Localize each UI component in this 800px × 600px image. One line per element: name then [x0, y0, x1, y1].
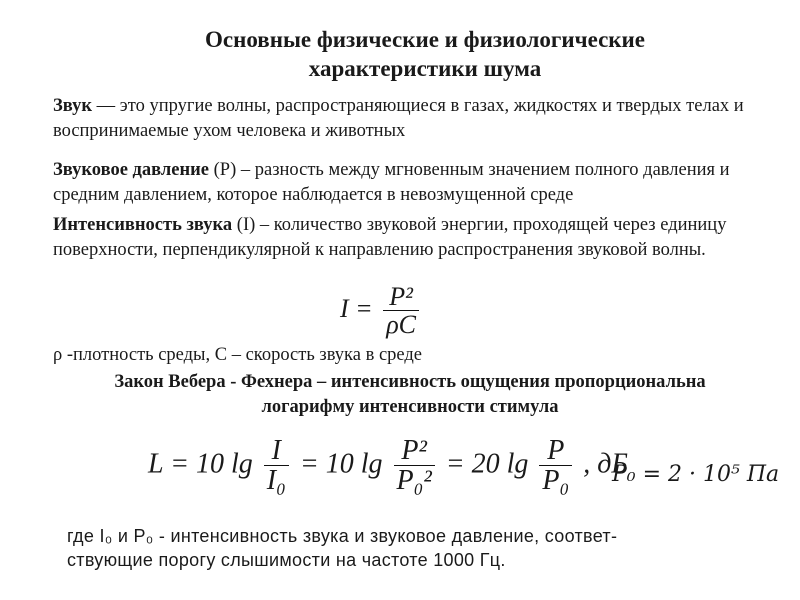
- sound-level-formula: [148, 436, 628, 496]
- pressure-definition-text: (Р) – разность между мгновенным значением полного давления и средним давлением, которое наблюдается в невозмущенной среде: [53, 160, 730, 205]
- level-frac3-den: P₀: [542, 465, 570, 497]
- level-unit: , дБ: [583, 448, 628, 480]
- level-frac1-den: I₀: [266, 465, 286, 497]
- level-frac1-num: I: [264, 436, 289, 466]
- intensity-definition-text: (I) – количество звуковой энергии, проходящей через единицу поверхности, перпендикулярной к направлению распространения звуковой волны.: [53, 215, 727, 260]
- pressure-definition: [53, 158, 753, 208]
- level-frac2-den: P₀²: [396, 465, 432, 497]
- level-fraction-1: [264, 436, 289, 496]
- weber-fechner-law-line1: Закон Вебера - Фехнера – интенсивность ощущения пропорциональна: [114, 372, 706, 392]
- weber-fechner-law-line2: логарифму интенсивности стимула: [261, 397, 559, 417]
- intensity-definition: [53, 213, 753, 263]
- sound-term: Звук: [53, 96, 93, 116]
- level-eq3: = 20 lg: [445, 448, 529, 480]
- page-title-line1: Основные физические и физиологические: [205, 27, 645, 52]
- intensity-term: Интенсивность звука: [53, 215, 233, 235]
- intensity-numerator: P²: [383, 283, 419, 311]
- intensity-formula-lhs: I =: [340, 293, 373, 323]
- level-frac3-num: P: [539, 436, 572, 466]
- sound-definition: [53, 94, 753, 144]
- level-frac2-num: P²: [394, 436, 435, 466]
- level-fraction-3: [539, 436, 572, 496]
- level-lhs: L = 10 lg: [148, 448, 253, 480]
- threshold-note-line1: где I₀ и P₀ - интенсивность звука и звуковое давление, соответ-: [67, 526, 618, 546]
- intensity-formula: [340, 283, 423, 339]
- level-eq2: = 10 lg: [299, 448, 383, 480]
- intensity-denominator: ρC: [386, 310, 417, 340]
- level-fraction-2: [394, 436, 435, 496]
- sound-definition-text: — это упругие волны, распространяющиеся в газах, жидкостях и твердых телах и воспринимаемые ухом человека и животных: [53, 96, 744, 141]
- page-title-line2: характеристики шума: [308, 56, 542, 81]
- pressure-term: Звуковое давление: [53, 160, 210, 180]
- reference-pressure: P₀ = 2 · 10⁵ Па: [612, 462, 780, 487]
- intensity-fraction: [383, 283, 419, 339]
- density-legend: ρ -плотность среды, С – скорость звука в среде: [53, 345, 423, 365]
- threshold-note-line2: ствующие порогу слышимости на частоте 1000 Гц.: [67, 550, 506, 570]
